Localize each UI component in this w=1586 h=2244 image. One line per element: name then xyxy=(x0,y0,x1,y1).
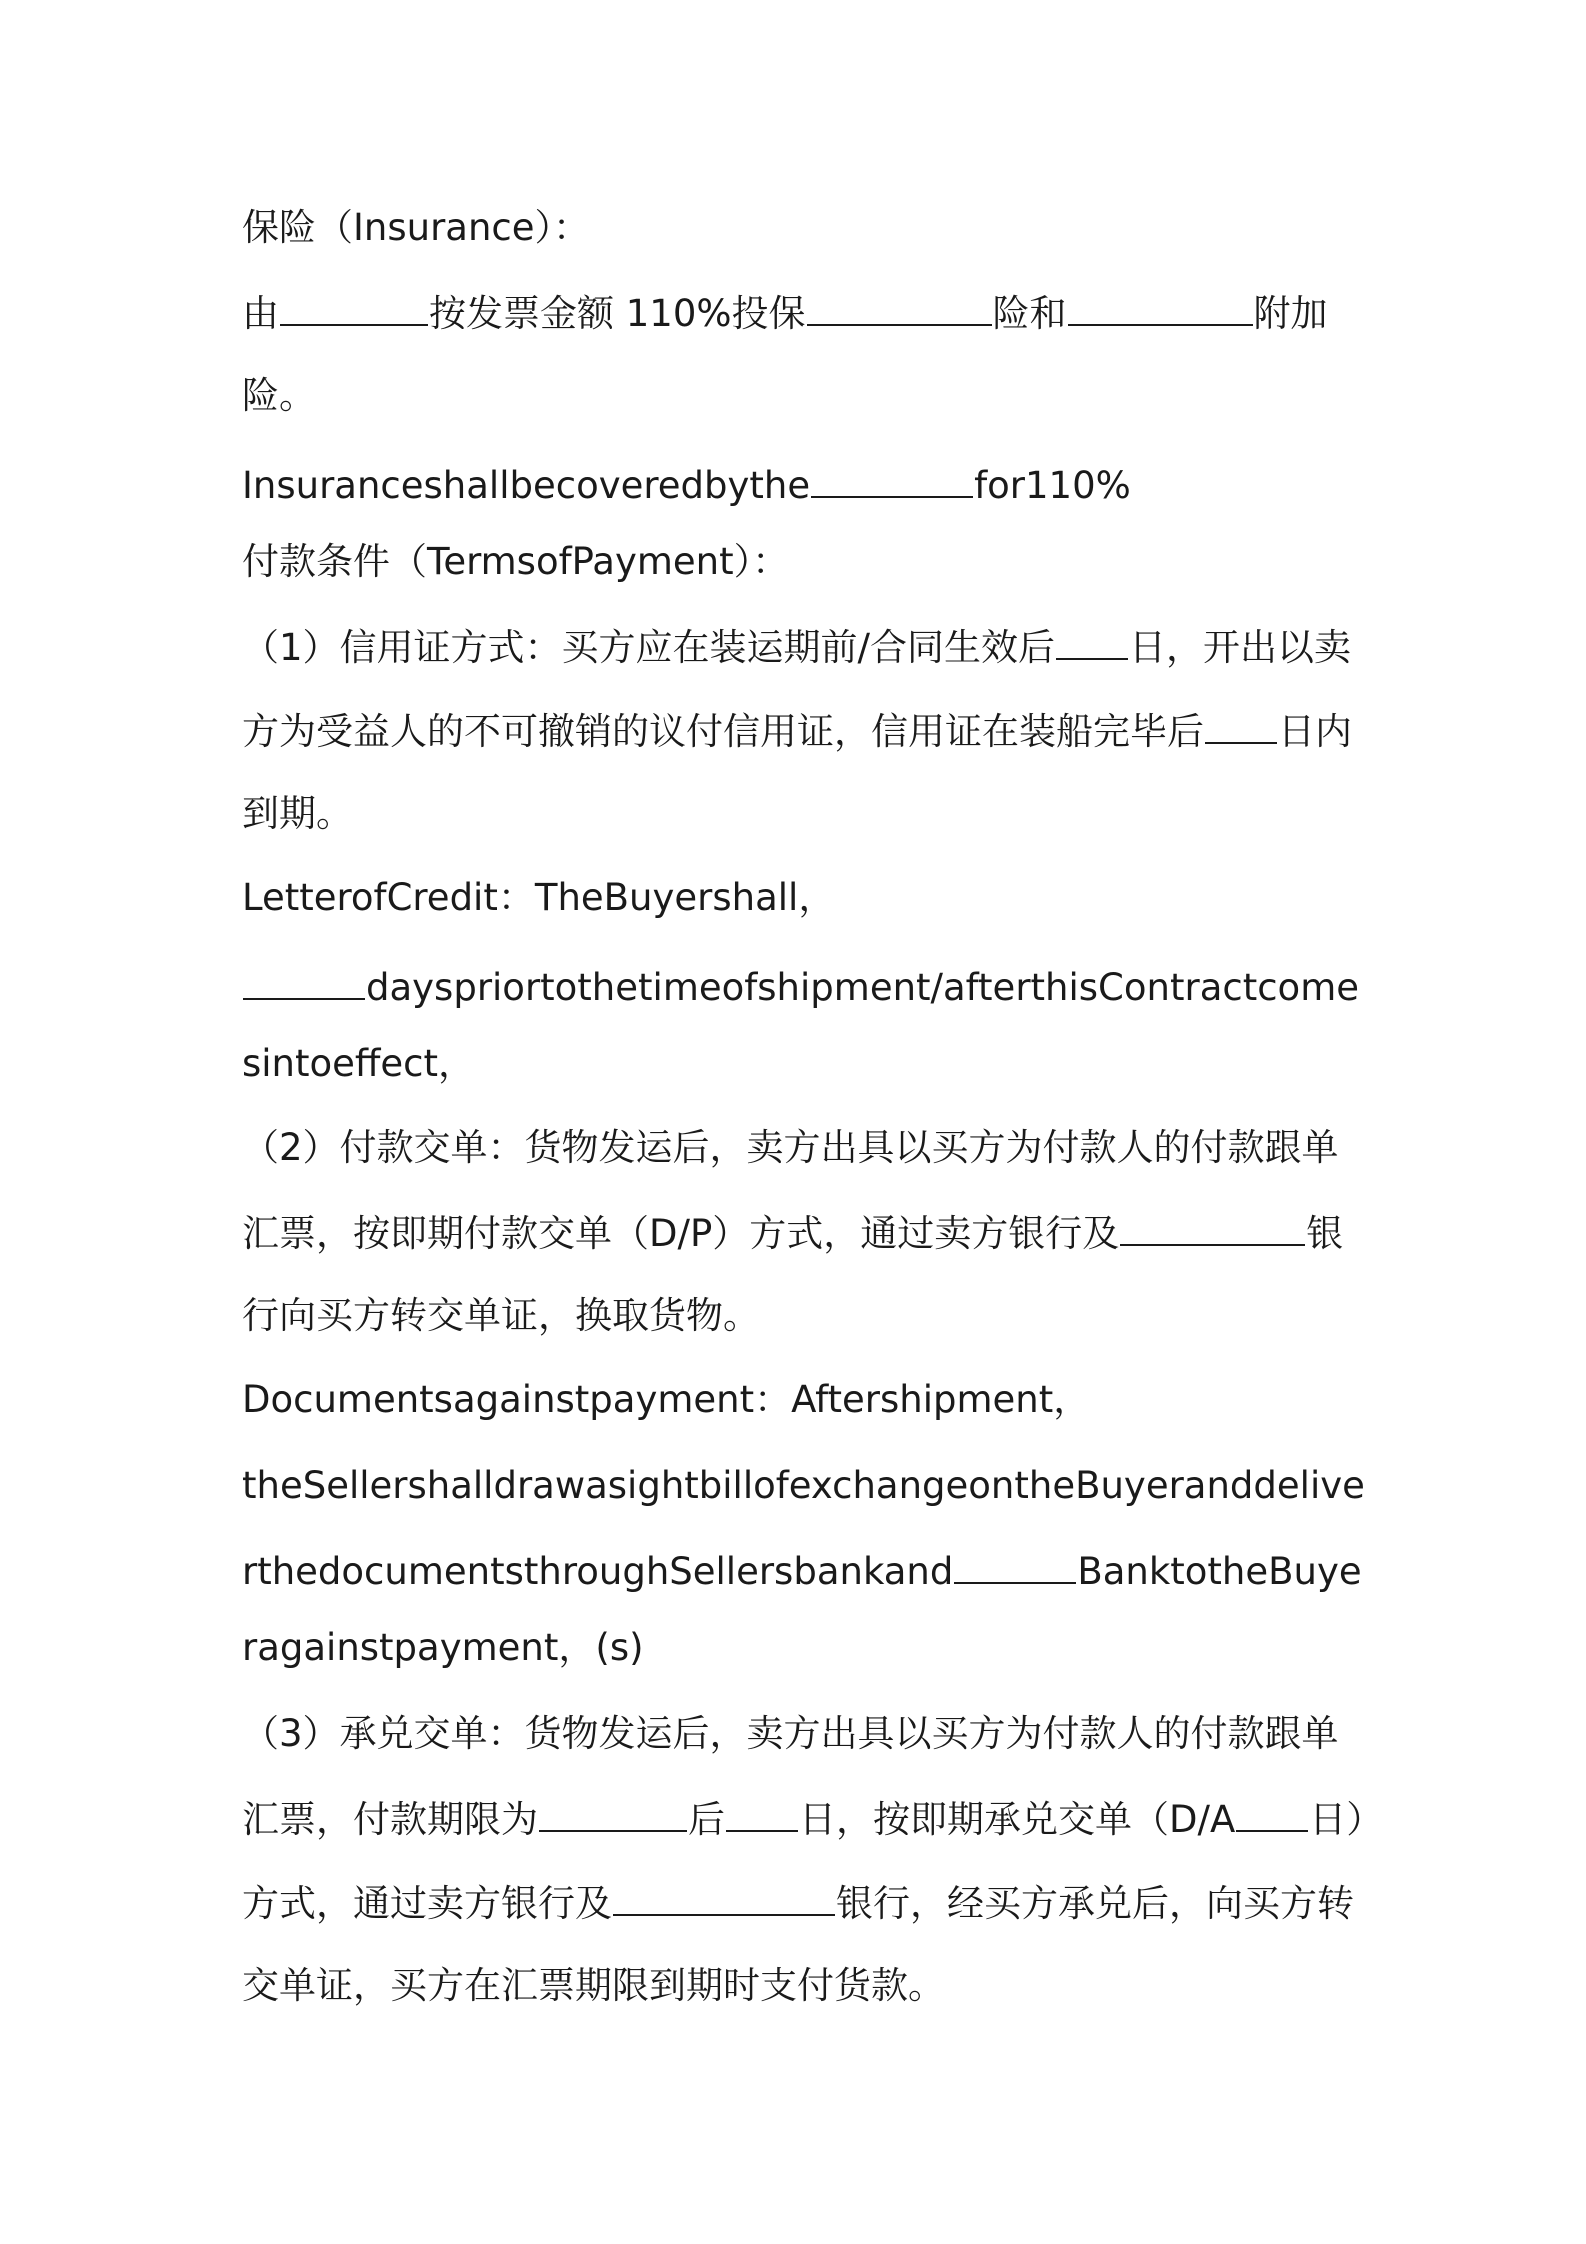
lc-cn-line-1 xyxy=(242,622,1351,672)
text-run: 后 xyxy=(688,1798,725,1841)
blank-da-acceptance-days xyxy=(1236,1794,1308,1832)
text-run: 方式，通过卖方银行及 xyxy=(242,1882,612,1925)
text-run: theSellershalldrawasightbillofexchangeontheBuyeranddelive xyxy=(242,1464,1365,1507)
text-run: dayspriortothetimeofshipment/afterthisContractcome xyxy=(366,966,1360,1009)
insurance-en-line xyxy=(242,460,1131,510)
lc-cn-line-3 xyxy=(242,790,353,838)
blank-da-term xyxy=(539,1794,687,1832)
dp-en-line-1 xyxy=(242,1376,1090,1424)
lc-en-line-2 xyxy=(242,962,1359,1012)
da-cn-line-3 xyxy=(242,1878,1354,1928)
text-run: for110% xyxy=(974,464,1131,507)
da-cn-line-4 xyxy=(242,1962,945,2010)
text-run: 交单证，买方在汇票期限到期时支付货款。 xyxy=(242,1964,945,2007)
text-run: 日，按即期承兑交单（D/A xyxy=(799,1798,1236,1841)
blank-da-bank xyxy=(613,1878,835,1916)
lc-cn-line-2 xyxy=(242,706,1352,756)
text-run: ragainstpayment，(s) xyxy=(242,1626,644,1669)
blank-da-days xyxy=(726,1794,798,1832)
payment-heading-text: 付款条件（TermsofPayment）： xyxy=(242,540,790,583)
insurance-cn-line-1 xyxy=(242,288,1328,338)
payment-heading xyxy=(242,538,789,586)
text-run: 险。 xyxy=(242,374,316,417)
blank-lc-en-days xyxy=(243,962,365,1000)
dp-cn-line-2 xyxy=(242,1208,1343,1258)
blank-insurance-type xyxy=(807,288,992,326)
dp-cn-line-1 xyxy=(242,1124,1339,1172)
text-run: LetterofCredit：TheBuyershall， xyxy=(242,876,836,919)
text-run: 方为受益人的不可撤销的议付信用证，信用证在装船完毕后 xyxy=(242,710,1204,753)
text-run: 汇票，按即期付款交单（D/P）方式，通过卖方银行及 xyxy=(242,1212,1120,1255)
text-run: （1）信用证方式：买方应在装运期前/合同生效后 xyxy=(242,626,1056,669)
text-run: （2）付款交单：货物发运后，卖方出具以买方为付款人的付款跟单 xyxy=(242,1126,1339,1169)
text-run: Documentsagainstpayment：Aftershipment， xyxy=(242,1378,1091,1421)
text-run: 日内 xyxy=(1278,710,1352,753)
text-run: Insuranceshallbecoveredbythe xyxy=(242,464,811,507)
text-run: rthedocumentsthroughSellersbankand xyxy=(242,1550,954,1593)
da-cn-line-1 xyxy=(242,1710,1339,1758)
text-run: 险和 xyxy=(992,292,1067,335)
text-run: 按发票金额 110%投保 xyxy=(429,292,806,335)
lc-en-line-3 xyxy=(242,1040,475,1088)
dp-en-line-4 xyxy=(242,1624,644,1672)
text-run: BanktotheBuye xyxy=(1077,1550,1362,1593)
text-run: （3）承兑交单：货物发运后，卖方出具以买方为付款人的付款跟单 xyxy=(242,1712,1339,1755)
blank-lc-expiry-days xyxy=(1205,706,1277,744)
text-run: 银行，经买方承兑后，向买方转 xyxy=(836,1882,1354,1925)
text-run: 行向买方转交单证，换取货物。 xyxy=(242,1294,760,1337)
text-run: 日，开出以卖 xyxy=(1129,626,1352,669)
dp-en-line-2 xyxy=(242,1462,1365,1510)
blank-insured-by xyxy=(280,288,428,326)
lc-en-line-1 xyxy=(242,874,835,922)
insurance-heading-text: 保险（Insurance）： xyxy=(242,206,591,249)
insurance-cn-line-2 xyxy=(242,372,316,420)
dp-en-line-3 xyxy=(242,1546,1362,1596)
text-run: 汇票，付款期限为 xyxy=(242,1798,538,1841)
text-run: 由 xyxy=(242,292,279,335)
blank-lc-days xyxy=(1056,622,1128,660)
insurance-heading xyxy=(242,204,590,252)
text-run: 银 xyxy=(1306,1212,1344,1255)
text-run: 到期。 xyxy=(242,792,353,835)
text-run: 日） xyxy=(1309,1798,1384,1841)
text-run: 附加 xyxy=(1253,292,1328,335)
blank-dp-bank xyxy=(1120,1208,1305,1246)
blank-insured-party xyxy=(811,460,973,498)
blank-additional-risk xyxy=(1068,288,1253,326)
text-run: sintoeffect， xyxy=(242,1042,476,1085)
da-cn-line-2 xyxy=(242,1794,1383,1844)
dp-cn-line-3 xyxy=(242,1292,760,1340)
blank-dp-en-bank xyxy=(954,1546,1076,1584)
